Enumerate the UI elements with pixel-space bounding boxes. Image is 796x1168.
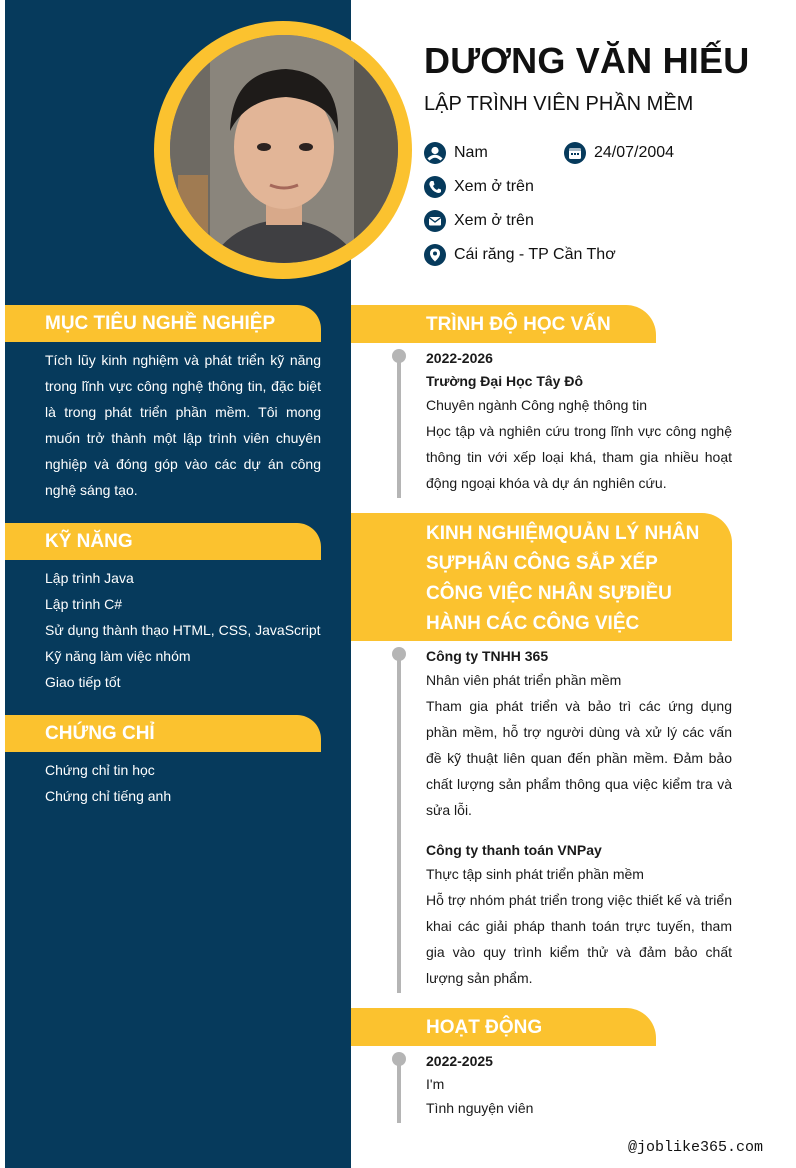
timeline-dot — [392, 1052, 406, 1066]
envelope-icon — [424, 210, 446, 232]
company-name: Công ty TNHH 365 — [426, 648, 549, 664]
experience-heading-line: HÀNH CÁC CÔNG VIỆC — [426, 613, 640, 634]
company-name: Công ty thanh toán VNPay — [426, 842, 602, 858]
list-item: Sử dụng thành thạo HTML, CSS, JavaScript — [45, 622, 321, 638]
gender-info — [424, 142, 488, 164]
education-description: Học tập và nghiên cứu trong lĩnh vực công nghệ thông tin với xếp loại khá, tham gia nhiều hoạt động ngoại khóa và dự án nghiên cứu. — [426, 423, 732, 491]
experience-entry — [426, 645, 732, 823]
job-description: Tham gia phát triển và bảo trì các ứng dụng phần mềm, hỗ trợ người dùng và xử lý các vấn đề kỹ thuật liên quan đến phần mềm. Đảm bảo chất lượng sản phẩm thông qua việc kiểm tra và sửa lỗi. — [426, 698, 732, 818]
email-value: Xem ở trên — [454, 212, 534, 229]
list-item: Chứng chỉ tiếng anh — [45, 788, 172, 804]
certificates-heading: CHỨNG CHỈ — [45, 723, 155, 744]
skills-heading: KỸ NĂNG — [45, 531, 133, 552]
education-school: Trường Đại Học Tây Đô — [426, 373, 584, 389]
experience-entry — [426, 839, 732, 991]
footer-watermark: @joblike365.com — [628, 1139, 764, 1156]
phone-value: Xem ở trên — [454, 178, 534, 195]
list-item: Chứng chỉ tin học — [45, 762, 155, 778]
education-period: 2022-2026 — [426, 350, 493, 366]
education-heading-bar — [351, 305, 656, 343]
objective-heading-bar — [5, 305, 321, 342]
objective-text: Tích lũy kinh nghiệm và phát triển kỹ năng trong lĩnh vực công nghệ thông tin, đặc biệt là trong phát triển phần mềm. Tôi mong muốn trở thành một lập trình viên chuyên nghiệp và đóng góp vào các dự án công nghệ sáng tạo. — [45, 352, 321, 498]
job-title: LẬP TRÌNH VIÊN PHẦN MỀM — [424, 93, 694, 115]
skills-heading-bar — [5, 523, 321, 560]
experience-heading-bar — [351, 513, 732, 641]
activity-entry — [426, 1050, 732, 1121]
activities-heading: HOẠT ĐỘNG — [426, 1017, 543, 1038]
education-major: Chuyên ngành Công nghệ thông tin — [426, 397, 648, 413]
skills-list — [45, 565, 335, 695]
certificates-list — [45, 757, 335, 809]
education-entry — [426, 347, 732, 496]
gender-value: Nam — [454, 144, 488, 161]
job-position: Nhân viên phát triển phần mềm — [426, 672, 622, 688]
job-description: Hỗ trợ nhóm phát triển trong việc thiết kế và triển khai các giải pháp thanh toán trực tuyến, tham gia vào quy trình kiểm thử và đảm bảo chất lượng sản phẩm. — [426, 892, 732, 986]
experience-timeline — [397, 654, 401, 993]
experience-heading-line: SỰPHÂN CÔNG SẮP XẾP — [426, 553, 658, 574]
birthday-info — [564, 142, 674, 164]
email-info — [424, 210, 534, 232]
education-heading: TRÌNH ĐỘ HỌC VẤN — [426, 314, 611, 335]
objective-heading: MỤC TIÊU NGHỀ NGHIỆP — [45, 313, 276, 334]
list-item: Lập trình C# — [45, 596, 123, 612]
list-item: Lập trình Java — [45, 570, 134, 586]
activity-period: 2022-2025 — [426, 1053, 493, 1069]
address-info — [424, 244, 616, 266]
timeline-dot — [392, 349, 406, 363]
calendar-icon — [564, 142, 586, 164]
address-value: Cái răng - TP Cần Thơ — [454, 246, 616, 263]
avatar — [170, 35, 398, 263]
birthday-value: 24/07/2004 — [594, 144, 675, 161]
job-position: Thực tập sinh phát triển phần mềm — [426, 866, 644, 882]
timeline-dot — [392, 647, 406, 661]
certificates-heading-bar — [5, 715, 321, 752]
experience-heading-line: CÔNG VIỆC NHÂN SỰĐIỀU — [426, 583, 672, 604]
list-item: Giao tiếp tốt — [45, 674, 121, 690]
education-timeline — [397, 356, 401, 498]
phone-info — [424, 176, 534, 198]
list-item: Kỹ năng làm việc nhóm — [45, 648, 191, 664]
activity-organization: I'm — [426, 1076, 445, 1092]
experience-heading — [426, 519, 699, 639]
location-pin-icon — [424, 244, 446, 266]
phone-icon — [424, 176, 446, 198]
user-icon — [424, 142, 446, 164]
candidate-name: DƯƠNG VĂN HIẾU — [424, 40, 750, 81]
experience-heading-line: KINH NGHIỆMQUẢN LÝ NHÂN — [426, 523, 700, 544]
activities-heading-bar — [351, 1008, 656, 1046]
activity-role: Tình nguyện viên — [426, 1100, 534, 1116]
activities-timeline — [397, 1059, 401, 1123]
